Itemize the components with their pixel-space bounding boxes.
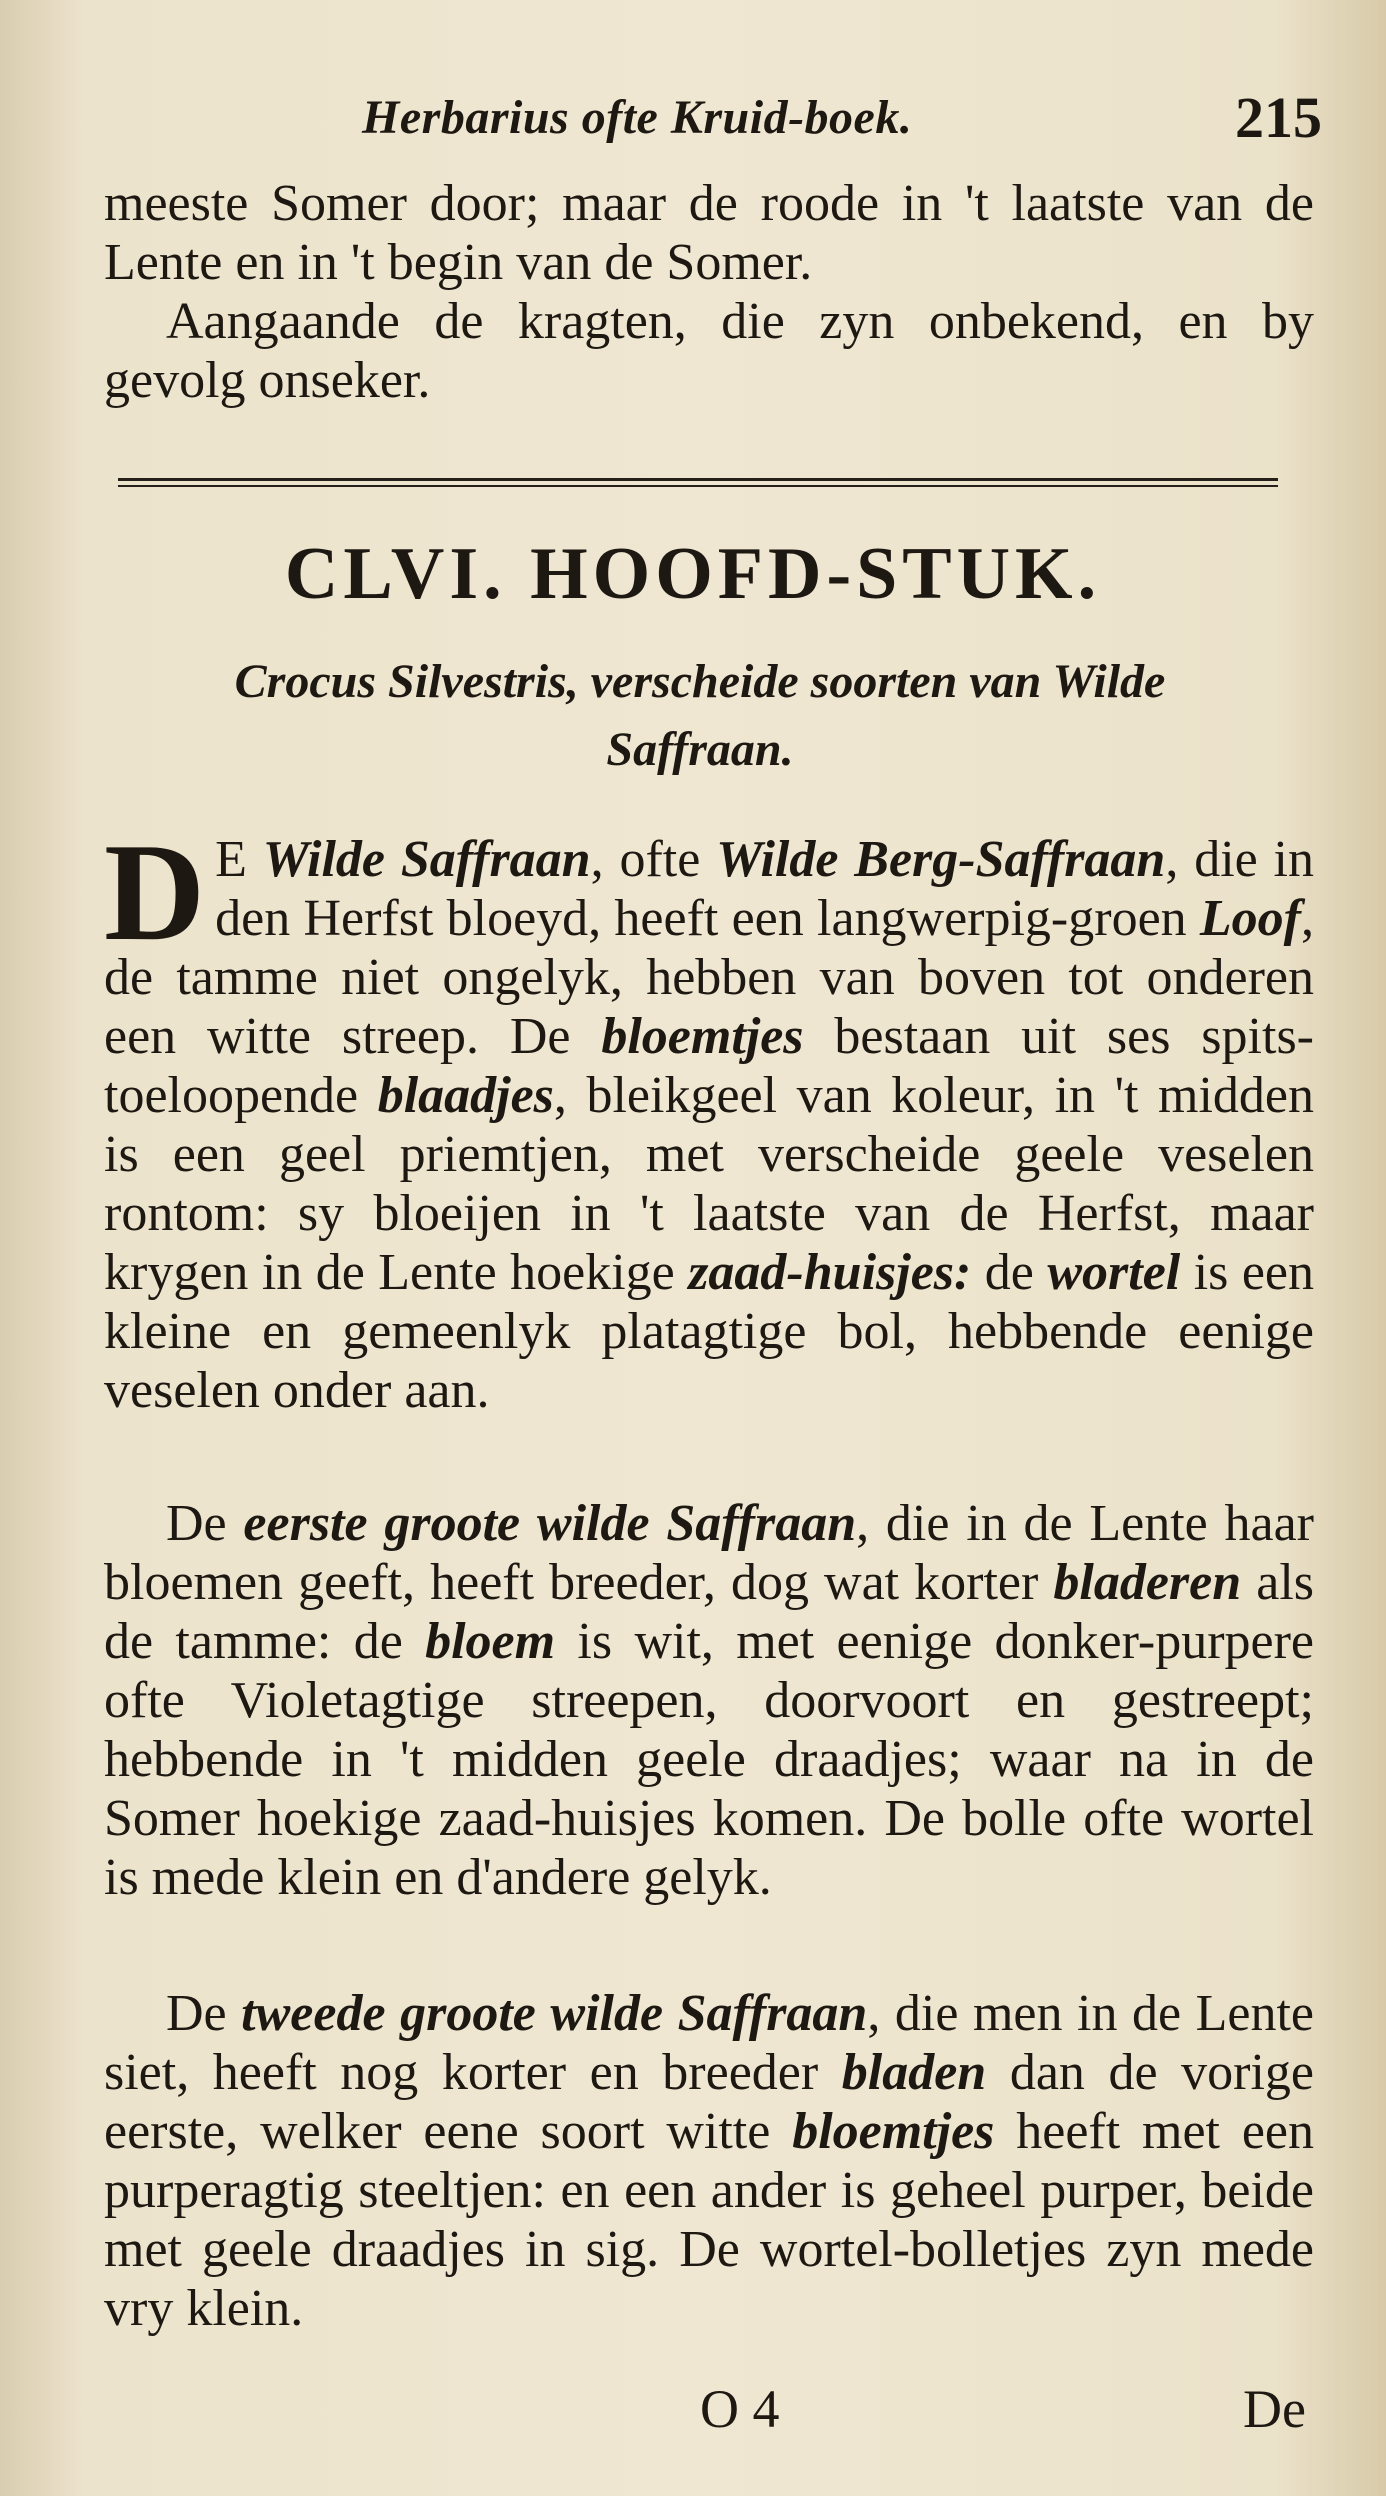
intro-paragraph-2: Aangaande de kragten, die zyn onbekend, en by gevolg onseker. — [104, 293, 1314, 409]
chapter-heading: CLVI. HOOFD-STUK. — [284, 533, 1102, 615]
page-number: 215 — [1235, 85, 1322, 150]
section-divider — [118, 478, 1278, 487]
paragraph-3: De tweede groote wilde Saffraan, die men in de Lente siet, heeft nog korter en breeder bladen dan de vorige eerste, welker eene soort witte bloemtjes heeft met een purperagtig steeltjen: en een ander is geheel purper, beide met geele draadjes in sig. De wortel-bolletjes zyn mede vry klein. — [104, 1985, 1315, 2337]
intro-paragraph: meeste Somer door; maar de roode in 't laatste van de Lente en in 't begin van de Somer. — [104, 175, 1314, 291]
catchword: De — [1243, 2379, 1306, 2439]
running-title: Herbarius ofte Kruid-boek. — [362, 91, 913, 144]
drop-cap: D — [104, 815, 206, 970]
page-header — [362, 84, 1322, 164]
paragraph-1: D E Wilde Saffraan, ofte Wilde Berg-Saffraan, die in den Herfst bloeyd, heeft een langwerpig-groen Loof, de tamme niet ongelyk, hebben van boven tot onderen een witte streep. De bloemtjes bestaan uit ses spits-toeloopende blaadjes, bleikgeel van koleur, in 't midden is een geel priemtjen, met verscheide geele veselen rontom: sy bloeijen in 't laatste van de Herfst, maar krygen in de Lente hoekige zaad-huisjes: de wortel is een kleine en gemeenlyk platagtige bol, hebbende eenige veselen onder aan. — [104, 815, 1315, 1419]
signature-mark: O 4 — [700, 2379, 780, 2439]
chapter-subtitle: Crocus Silvestris, verscheide soorten van Wilde Saffraan. — [234, 655, 1166, 776]
paragraph-2: De eerste groote wilde Saffraan, die in de Lente haar bloemen geeft, heeft breeder, dog wat korter bladeren als de tamme: de bloem is wit, met eenige donker-purpere ofte Violetagtige streepen, doorvoort en gestreept; hebbende in 't midden geele draadjes; waar na in de Somer hoekige zaad-huisjes komen. De bolle ofte wortel is mede klein en d'andere gelyk. — [104, 1495, 1315, 1906]
